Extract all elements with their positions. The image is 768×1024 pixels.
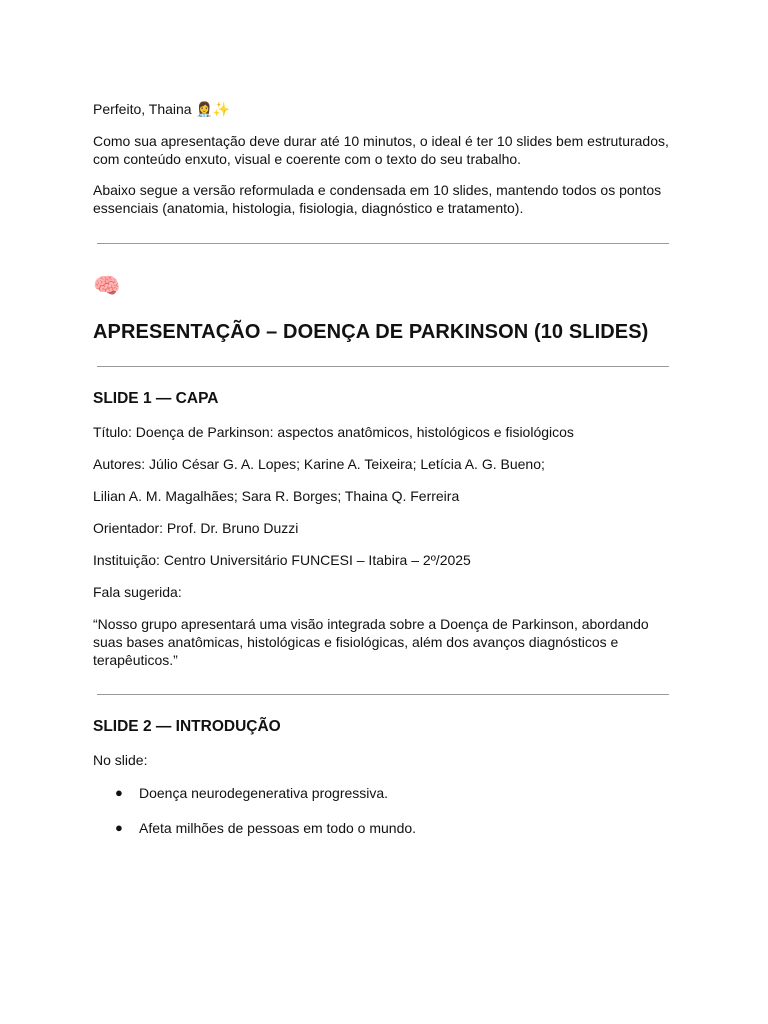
slide-1-heading: SLIDE 1 — CAPA (93, 390, 219, 407)
bullet-icon: ● (115, 820, 123, 835)
divider (97, 366, 669, 367)
slide-1-orientador: Orientador: Prof. Dr. Bruno Duzzi (93, 520, 299, 536)
list-item-text: Doença neurodegenerativa progressiva. (139, 785, 389, 801)
slide-1-instituicao: Instituição: Centro Universitário FUNCESI – Itabira – 2º/2025 (93, 552, 471, 568)
intro-paragraph-1: Como sua apresentação deve durar até 10 minutos, o ideal é ter 10 slides bem estruturados, com conteúdo enxuto, visual e coerente com o texto do seu trabalho. (93, 133, 669, 167)
divider (97, 694, 669, 695)
slide-1-fala-label: Fala sugerida: (93, 584, 182, 600)
document-title: APRESENTAÇÃO – DOENÇA DE PARKINSON (10 SLIDES) (93, 321, 649, 343)
list-item-text: Afeta milhões de pessoas em todo o mundo. (139, 820, 417, 836)
document-page (93, 100, 673, 837)
slide-2-bullet-list (93, 784, 673, 837)
divider (97, 243, 669, 244)
bullet-icon: ● (115, 785, 123, 800)
slide-1-titulo: Título: Doença de Parkinson: aspectos anatômicos, histológicos e fisiológicos (93, 424, 574, 440)
list-item (93, 784, 673, 802)
intro-paragraph-2: Abaixo segue a versão reformulada e condensada em 10 slides, mantendo todos os pontos essenciais (anatomia, histologia, fisiologia, diagnóstico e tratamento). (93, 182, 662, 216)
slide-1-autores-line-2: Lilian A. M. Magalhães; Sara R. Borges; Thaina Q. Ferreira (93, 488, 460, 504)
slide-1-fala-text: “Nosso grupo apresentará uma visão integrada sobre a Doença de Parkinson, abordando suas bases anatômicas, histológicas e fisiológicas, além dos avanços diagnósticos e terapêuticos.” (93, 616, 649, 668)
greeting-text: Perfeito, Thaina 👩‍⚕️✨ (93, 101, 231, 117)
slide-2-heading: SLIDE 2 — INTRODUÇÃO (93, 718, 281, 735)
brain-icon: 🧠 (93, 273, 121, 298)
slide-2-label: No slide: (93, 752, 148, 768)
slide-1-autores-line-1: Autores: Júlio César G. A. Lopes; Karine A. Teixeira; Letícia A. G. Bueno; (93, 456, 545, 472)
list-item (93, 819, 673, 837)
